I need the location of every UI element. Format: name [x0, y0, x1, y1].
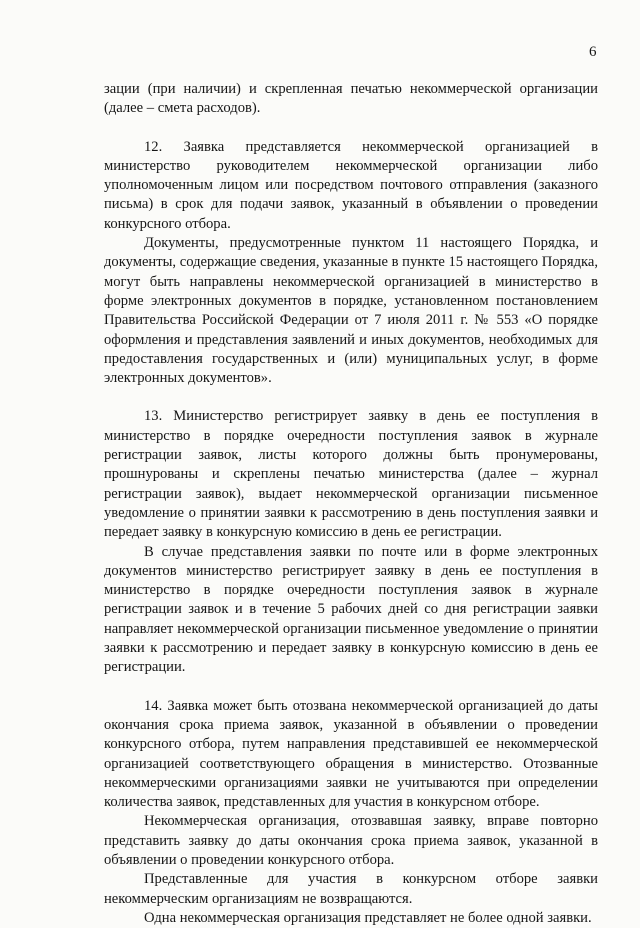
page-number: 6 — [589, 44, 597, 60]
paragraph-one-application: Одна некоммерческая организация представляет не более одной заявки. — [144, 909, 592, 926]
paragraph-item-14: 14. Заявка может быть отозвана некоммерческой организацией до даты окончания срока приема заявок, указанной в объявлении о проведении конкурсного отбора, путем направления представившей ее некоммерческой организацией соответствующего обращения в министерство. Отозванные некоммерческими организациями заявки не учитываются при определении количества заявок, представленных для участия в конкурсном отборе. — [104, 697, 598, 811]
paragraph-continuation: зации (при наличии) и скрепленная печатью некоммерческой организации (далее – смета расходов). — [104, 81, 598, 117]
paragraph-resubmission: Некоммерческая организация, отозвавшая заявку, вправе повторно представить заявку до даты окончания срока приема заявок, указанной в объявлении о проведении конкурсного отбора. — [104, 813, 598, 868]
document-body — [104, 80, 598, 928]
paragraph-item-12: 12. Заявка представляется некоммерческой организацией в министерство руководителем некоммерческой организации либо уполномоченным лицом или посредством почтового отправления (заказного письма) в срок для подачи заявок, указанный в объявлении о проведении конкурсного отбора. — [104, 138, 598, 232]
paragraph-electronic-documents: Документы, предусмотренные пунктом 11 настоящего Порядка, и документы, содержащие сведения, указанные в пункте 15 настоящего Порядка, могут быть направлены некоммерческой организацией в министерство в форме электронных документов в порядке, установленном постановлением Правительства Российской Федерации от 7 июля 2011 г. № 553 «О порядке оформления и представления заявлений и иных документов, необходимых для предоставления государственных и (или) муниципальных услуг, в форме электронных документов». — [104, 235, 598, 387]
paragraph-item-13: 13. Министерство регистрирует заявку в день ее поступления в министерство в порядке очередности поступления заявок в журнале регистрации заявок, листы которого должны быть пронумерованы, прошнурованы и скреплены печатью министерства (далее – журнал регистрации заявок), выдает некоммерческой организации письменное уведомление о принятии заявки к рассмотрению в день поступления заявки и передает заявку в конкурсную комиссию в день ее регистрации. — [104, 408, 598, 541]
paragraph-mail-submission: В случае представления заявки по почте или в форме электронных документов министерство регистрирует заявку в день ее поступления в министерство в порядке очередности поступления заявок в журнале регистрации заявок и в течение 5 рабочих дней со дня регистрации заявки направляет некоммерческой организации письменное уведомление о принятии заявки к рассмотрению и передает заявку в конкурсную комиссию в день ее регистрации. — [104, 543, 598, 676]
paragraph-no-return: Представленные для участия в конкурсном отборе заявки некоммерческим организациям не возвращаются. — [104, 871, 598, 907]
